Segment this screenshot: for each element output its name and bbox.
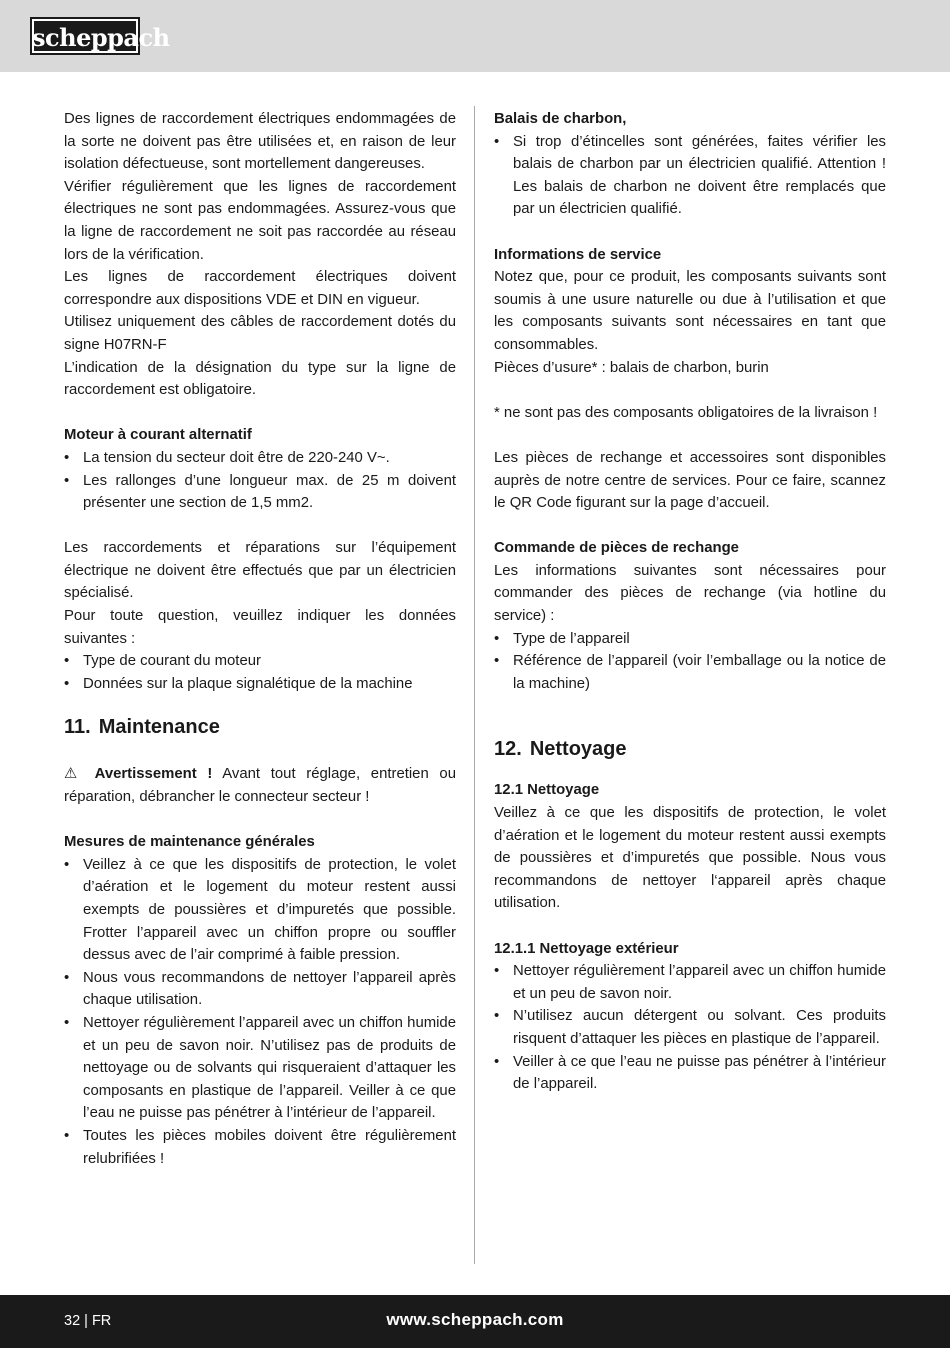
service-heading: Informations de service	[494, 246, 662, 263]
intro-paragraph: L’indication de la désignation du type sur la ligne de raccordement est obligatoire.	[64, 359, 456, 399]
exterior-cleaning-heading: 12.1.1 Nettoyage extérieur	[494, 940, 679, 957]
connections-paragraph: Les raccordements et réparations sur l’équipement électrique ne doivent être effectués que par un électricien spécialisé.	[64, 540, 456, 602]
cleaning-section-title	[494, 735, 886, 763]
section-number: 11.	[64, 716, 91, 739]
brushes-list	[494, 131, 886, 221]
list-item: • Toutes les pièces mobiles doivent être régulièrement relubrifiées !	[64, 1125, 456, 1170]
question-paragraph: Pour toute question, veuillez indiquer les données suivantes :	[64, 608, 456, 647]
section-title-text: Maintenance	[98, 716, 220, 739]
section-number: 12.	[494, 738, 522, 761]
list-item: • Veillez à ce que les dispositifs de protection, le volet d’aération et le logement du moteur restent aussi exempts de poussières et d’impuretés que possible. Frotter l’appareil avec un chiffon propre ou souffler dessus avec de l’air comprimé à faible pression.	[64, 854, 456, 967]
spare-parts-paragraph: Les pièces de rechange et accessoires sont disponibles auprès de notre centre de services. Pour ce faire, scannez le QR Code figurant sur la page d’accueil.	[494, 449, 886, 512]
footnote: * ne sont pas des composants obligatoires de la livraison !	[494, 404, 878, 421]
service-paragraph: Notez que, pour ce produit, les composants suivants sont soumis à une usure naturelle ou due à l’utilisation et que les composants suivants sont nécessaires en tant que consommables.	[494, 269, 886, 353]
motor-heading: Moteur à courant alternatif	[64, 427, 252, 444]
list-item: • Données sur la plaque signalétique de la machine	[64, 673, 456, 696]
cleaning-paragraph: Veillez à ce que les dispositifs de protection, le volet d’aération et le logement du moteur restent aussi exempts de poussières et d’impuretés que possible. Nous vous recommandons de nettoyer l‘appareil après chaque utilisation.	[494, 805, 886, 912]
general-maintenance-heading: Mesures de maintenance générales	[64, 834, 315, 851]
page-header	[0, 0, 950, 72]
wear-parts: Pièces d’usure* : balais de charbon, burin	[494, 359, 769, 376]
website-link: www.scheppach.com	[386, 1310, 564, 1329]
list-item: • La tension du secteur doit être de 220-240 V~.	[64, 447, 456, 470]
intro-paragraph: Des lignes de raccordement électriques endommagées de la sorte ne doivent pas être utilisées et, en raison de leur isolation défectueuse, sont mortellement dangereuses.	[64, 111, 456, 173]
section-title-text: Nettoyage	[529, 738, 627, 761]
left-column	[64, 108, 456, 1170]
motor-list	[64, 447, 456, 515]
exterior-cleaning-list	[494, 960, 886, 1096]
list-item: • Veiller à ce que l’eau ne puisse pas pénétrer à l’intérieur de l’appareil.	[494, 1051, 886, 1096]
question-list	[64, 650, 456, 695]
list-item: • Type de l’appareil	[494, 628, 886, 651]
column-divider	[474, 106, 475, 1264]
brushes-heading: Balais de charbon,	[494, 111, 627, 127]
list-item: • Référence de l’appareil (voir l’emballage ou la notice de la machine)	[494, 650, 886, 695]
warning-label: Avertissement !	[94, 766, 213, 783]
cleaning-subheading: 12.1 Nettoyage	[494, 782, 600, 799]
right-column	[494, 108, 886, 1096]
list-item: • Type de courant du moteur	[64, 650, 456, 673]
list-item: • Nous vous recommandons de nettoyer l’appareil après chaque utilisation.	[64, 967, 456, 1012]
warning-paragraph	[64, 763, 456, 808]
intro-paragraph: Vérifier régulièrement que les lignes de raccordement électriques ne sont pas endommagées. Assurez-vous que la ligne de raccordement ne soit pas raccordée au réseau lors de la vérification.	[64, 178, 456, 263]
intro-paragraph: Les lignes de raccordement électriques doivent correspondre aux dispositions VDE et DIN en vigueur.	[64, 269, 456, 308]
order-heading: Commande de pièces de rechange	[494, 540, 739, 557]
page-number: 32 | FR	[64, 1313, 112, 1329]
maintenance-section-title	[64, 713, 456, 741]
scheppach-logo: scheppach	[30, 17, 140, 55]
list-item: • N’utilisez aucun détergent ou solvant. Ces produits risquent d’attaquer les pièces en plastique de l’appareil.	[494, 1005, 886, 1050]
order-list	[494, 628, 886, 696]
order-paragraph: Les informations suivantes sont nécessaires pour commander des pièces de rechange (via hotline du service) :	[494, 562, 886, 625]
warning-text: Avant tout réglage, entretien ou réparation, débrancher le connecteur secteur !	[64, 766, 456, 806]
list-item: • Si trop d’étincelles sont générées, faites vérifier les balais de charbon par un électricien qualifié. Attention ! Les balais de charbon ne doivent être remplacés que par un électricien qualifié.	[494, 131, 886, 221]
page-footer	[0, 1295, 950, 1348]
intro-paragraph: Utilisez uniquement des câbles de raccordement dotés du signe H07RN-F	[64, 314, 456, 353]
general-maintenance-list	[64, 854, 456, 1170]
warning-icon: ⚠	[64, 766, 84, 783]
list-item: • Nettoyer régulièrement l’appareil avec un chiffon humide et un peu de savon noir. N’utilisez pas de produits de nettoyage ou de solvants qui risqueraient d’attaquer les composants en plastique de l’appareil. Veiller à ce que l’eau ne puisse pas pénétrer à l’intérieur de l’appareil.	[64, 1012, 456, 1125]
list-item: • Nettoyer régulièrement l’appareil avec un chiffon humide et un peu de savon noir.	[494, 960, 886, 1005]
list-item: • Les rallonges d’une longueur max. de 25 m doivent présenter une section de 1,5 mm2.	[64, 470, 456, 515]
